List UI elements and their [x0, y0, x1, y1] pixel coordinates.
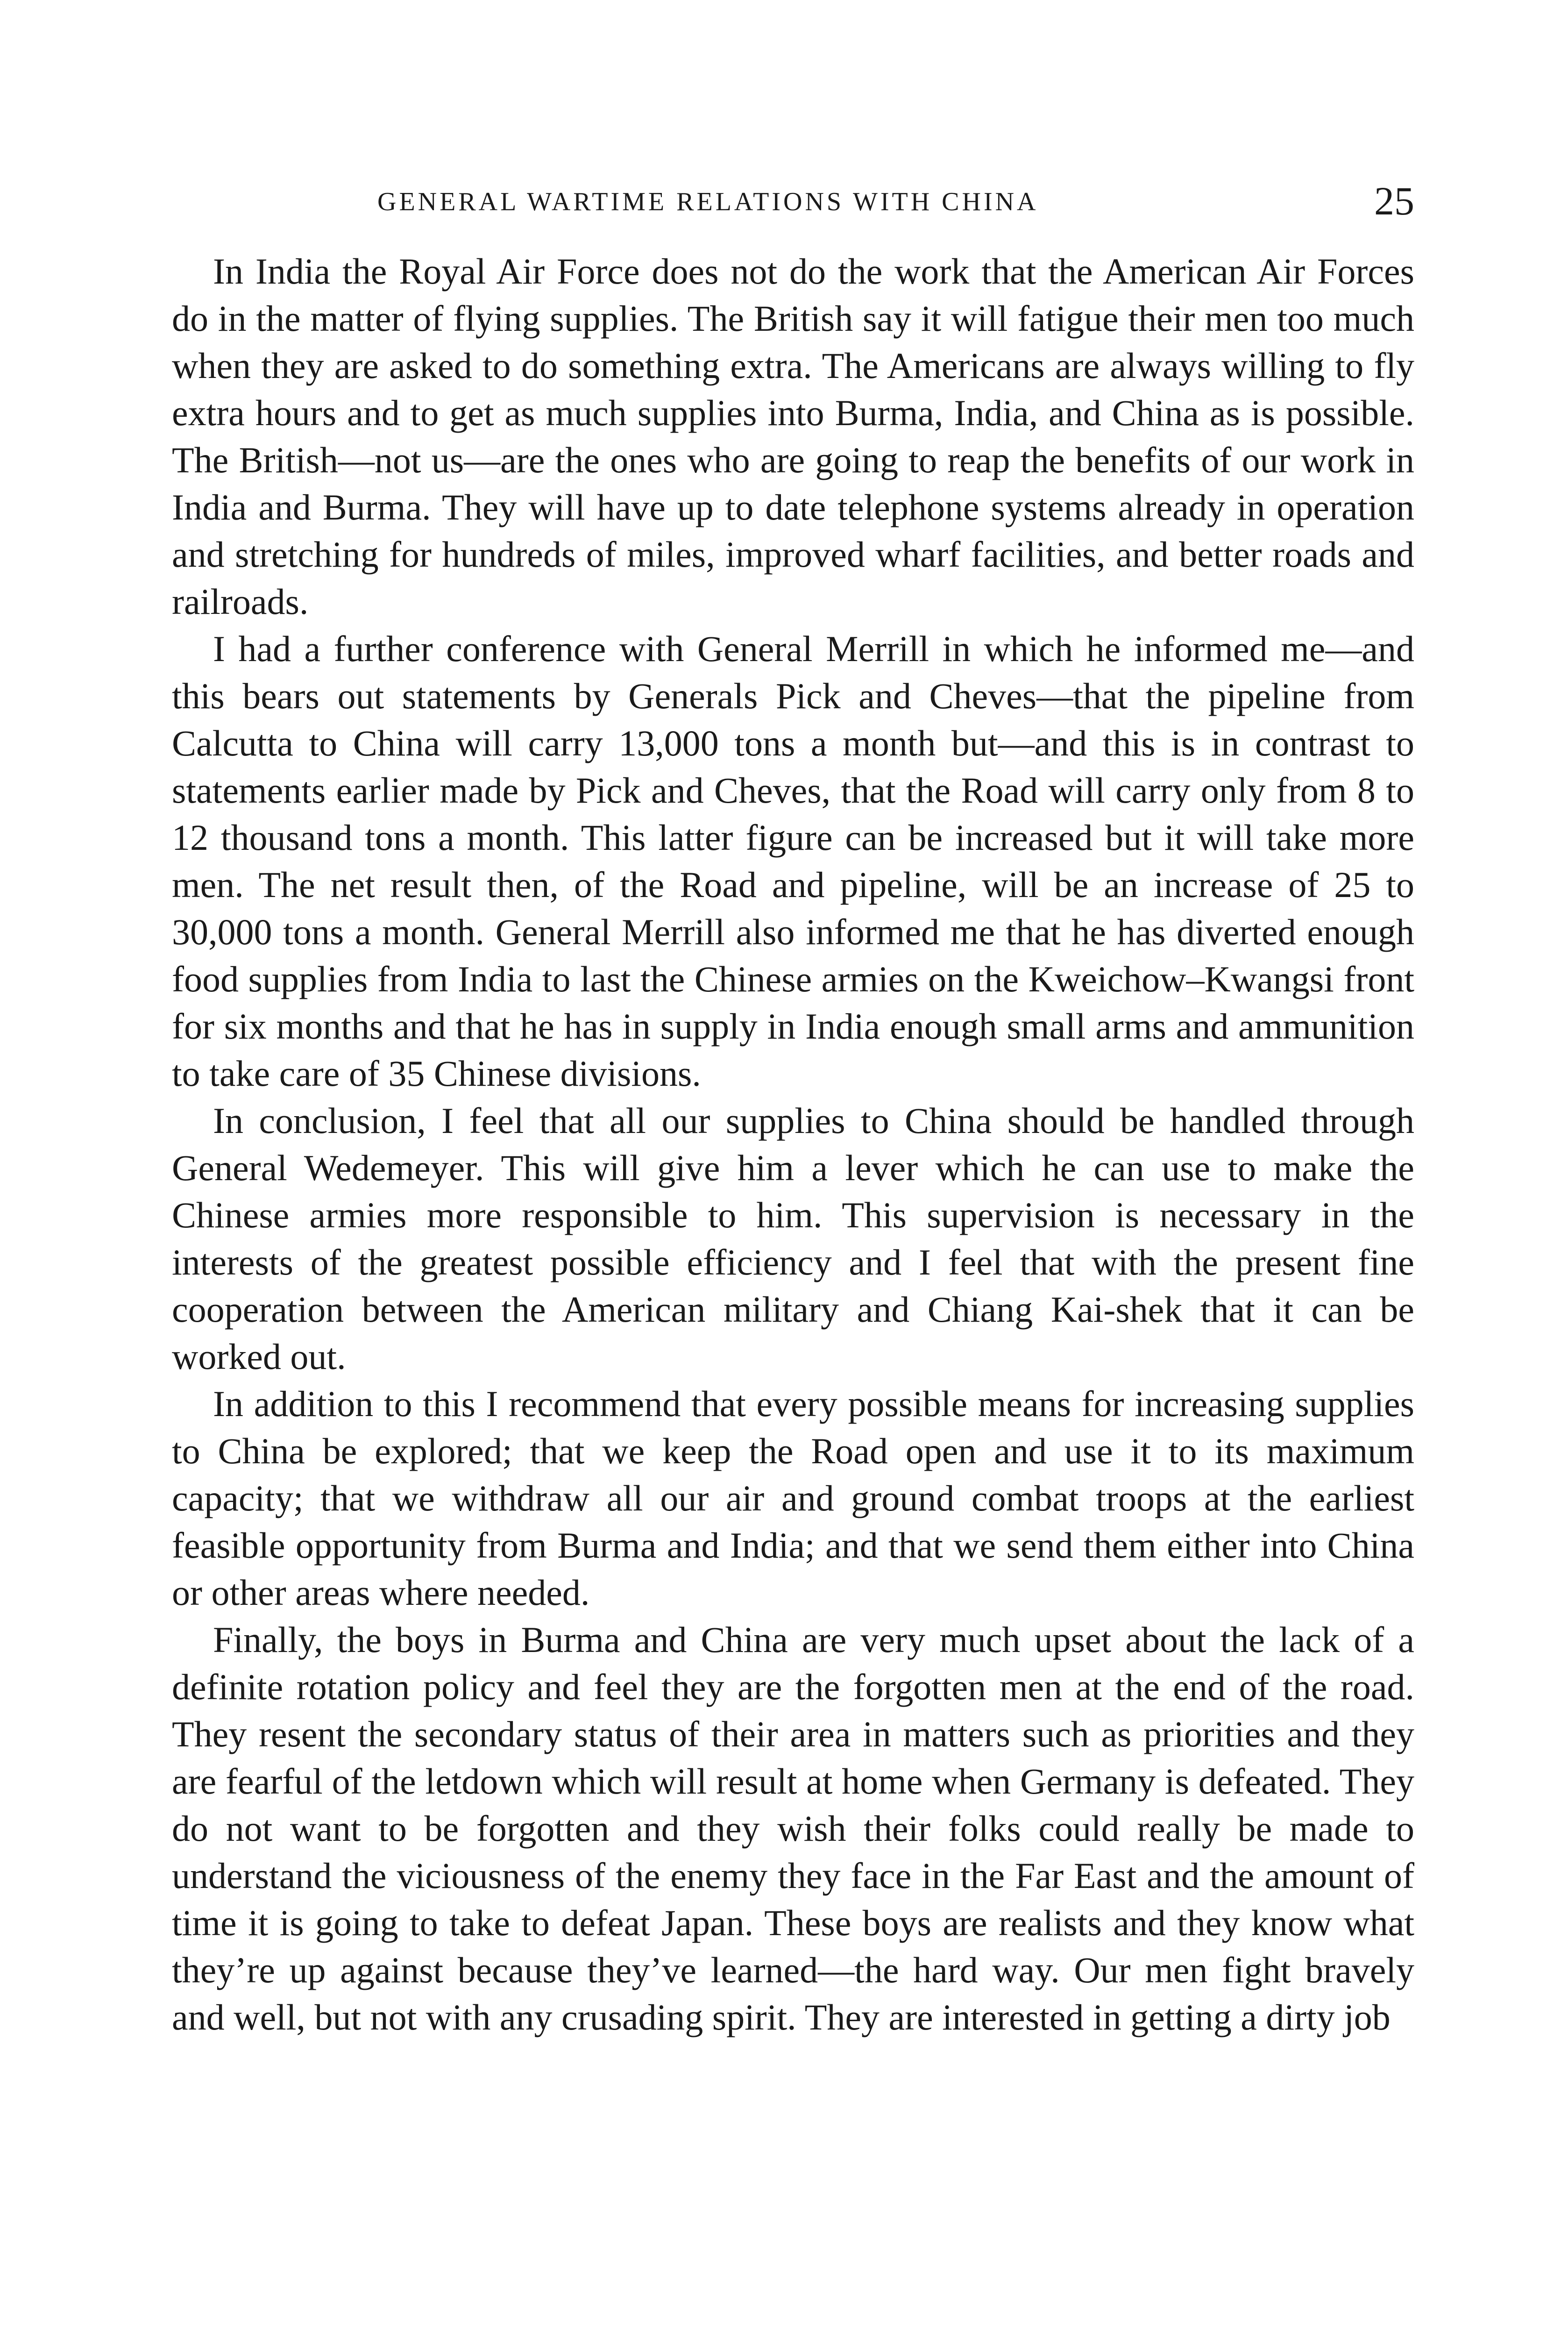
paragraph-rotation-policy: Finally, the boys in Burma and China are very much upset about the lack of a definite rotation policy and feel they are the forgotten men at the end of the road. They resent the secondary status of their area in matters such as priorities and they are fearful of the letdown which will result at home when Germany is defeated. They do not want to be forgotten and they wish their folks could really be made to understand the viciousness of the enemy they face in the Far East and the amount of time it is going to take to defeat Japan. These boys are realists and they know what they’re up against because they’ve learned—the hard way. Our men fight bravely and well, but not with any crusading spirit. They are interested in getting a dirty job — [172, 1619, 1414, 2037]
paragraph-raf-supplies: In India the Royal Air Force does not do the work that the American Air Forces do in the matter of flying supplies. The British say it will fatigue their men too much when they are asked to do something extra. The Americans are always willing to fly extra hours and to get as much supplies into Burma, India, and China as is possible. The British—not us—are the ones who are going to reap the benefits of our work in India and Burma. They will have up to date telephone systems already in operation and stretching for hundreds of miles, improved wharf facilities, and better roads and railroads. — [172, 251, 1414, 622]
page-number: 25 — [1374, 178, 1414, 223]
running-head — [172, 178, 1414, 229]
paragraph-recommendation: In addition to this I recommend that every possible means for increasing supplies to China be explored; that we keep the Road open and use it to its maximum capacity; that we withdraw all our air and ground combat troops at the earliest feasible opportunity from Burma and India; and that we send them either into China or other areas where needed. — [172, 1383, 1414, 1613]
body-text — [172, 248, 1414, 2041]
paragraph-conclusion: In conclusion, I feel that all our supplies to China should be handled through General Wedemeyer. This will give him a lever which he can use to make the Chinese armies more responsible to him. This supervision is necessary in the interests of the greatest possible efficiency and I feel that with the present fine cooperation between the American military and Chiang Kai-shek that it can be worked out. — [172, 1100, 1414, 1377]
book-page — [172, 178, 1414, 2041]
paragraph-merrill-conference: I had a further conference with General Merrill in which he informed me—and this bears out statements by Generals Pick and Cheves—that the pipeline from Calcutta to China will carry 13,000 tons a month but—and this is in contrast to statements earlier made by Pick and Cheves, that the Road will carry only from 8 to 12 thousand tons a month. This latter figure can be increased but it will take more men. The net result then, of the Road and pipeline, will be an increase of 25 to 30,000 tons a month. General Merrill also informed me that he has diverted enough food supplies from India to last the Chinese armies on the Kweichow–Kwangsi front for six months and that he has in supply in India enough small arms and ammunition to take care of 35 Chinese divisions. — [172, 628, 1414, 1094]
running-title: GENERAL WARTIME RELATIONS WITH CHINA — [377, 187, 1039, 216]
